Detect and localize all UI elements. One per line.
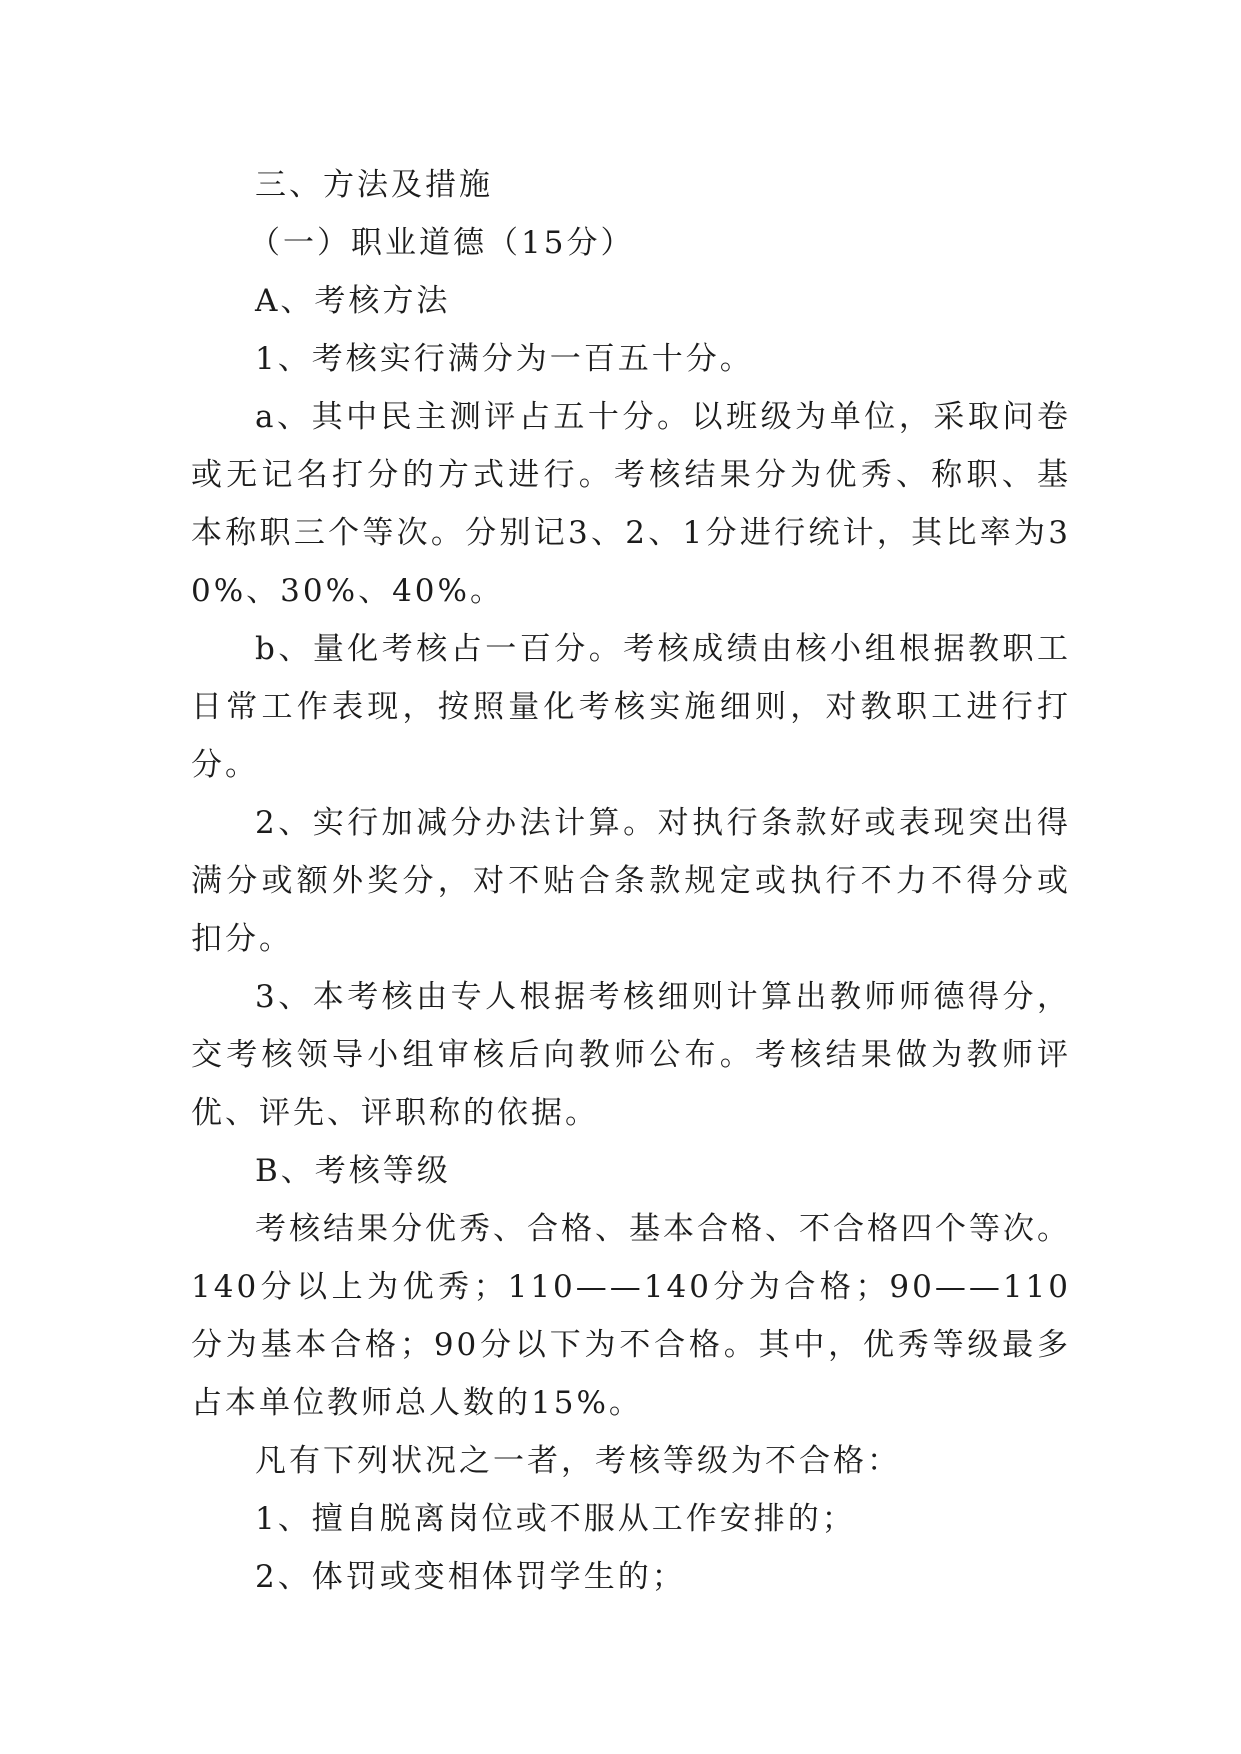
section-heading: 三、方法及措施	[255, 167, 493, 203]
paragraph-grade-description: 考核结果分优秀、合格、基本合格、不合格四个等次。140分以上为优秀；110——140分为合格；90——110分为基本合格；90分以下为不合格。其中，优秀等级最多占本单位教师总人数的15%。	[191, 1211, 1071, 1421]
paragraph-item-1a: a、其中民主测评占五十分。以班级为单位，采取问卷或无记名打分的方式进行。考核结果分为优秀、称职、基本称职三个等次。分别记3、2、1分进行统计，其比率为30%、30%、40%。	[191, 399, 1071, 609]
document-body	[191, 156, 1071, 1606]
part-b-heading: B、考核等级	[255, 1153, 451, 1189]
paragraph-item-2: 2、实行加减分办法计算。对执行条款好或表现突出得满分或额外奖分，对不贴合条款规定或执行不力不得分或扣分。	[191, 805, 1071, 957]
paragraph-fail-item-1: 1、擅自脱离岗位或不服从工作安排的；	[255, 1501, 856, 1537]
paragraph-item-1: 1、考核实行满分为一百五十分。	[255, 341, 754, 377]
paragraph-item-1b: b、量化考核占一百分。考核成绩由核小组根据教职工日常工作表现，按照量化考核实施细则，对教职工进行打分。	[191, 631, 1071, 783]
paragraph-fail-item-2: 2、体罚或变相体罚学生的；	[255, 1559, 686, 1595]
paragraph-fail-intro: 凡有下列状况之一者，考核等级为不合格：	[255, 1443, 901, 1479]
subsection-heading: （一）职业道德（15分）	[249, 225, 635, 261]
paragraph-item-3: 3、本考核由专人根据考核细则计算出教师师德得分，交考核领导小组审核后向教师公布。考核结果做为教师评优、评先、评职称的依据。	[191, 979, 1071, 1131]
part-a-heading: A、考核方法	[255, 283, 451, 319]
